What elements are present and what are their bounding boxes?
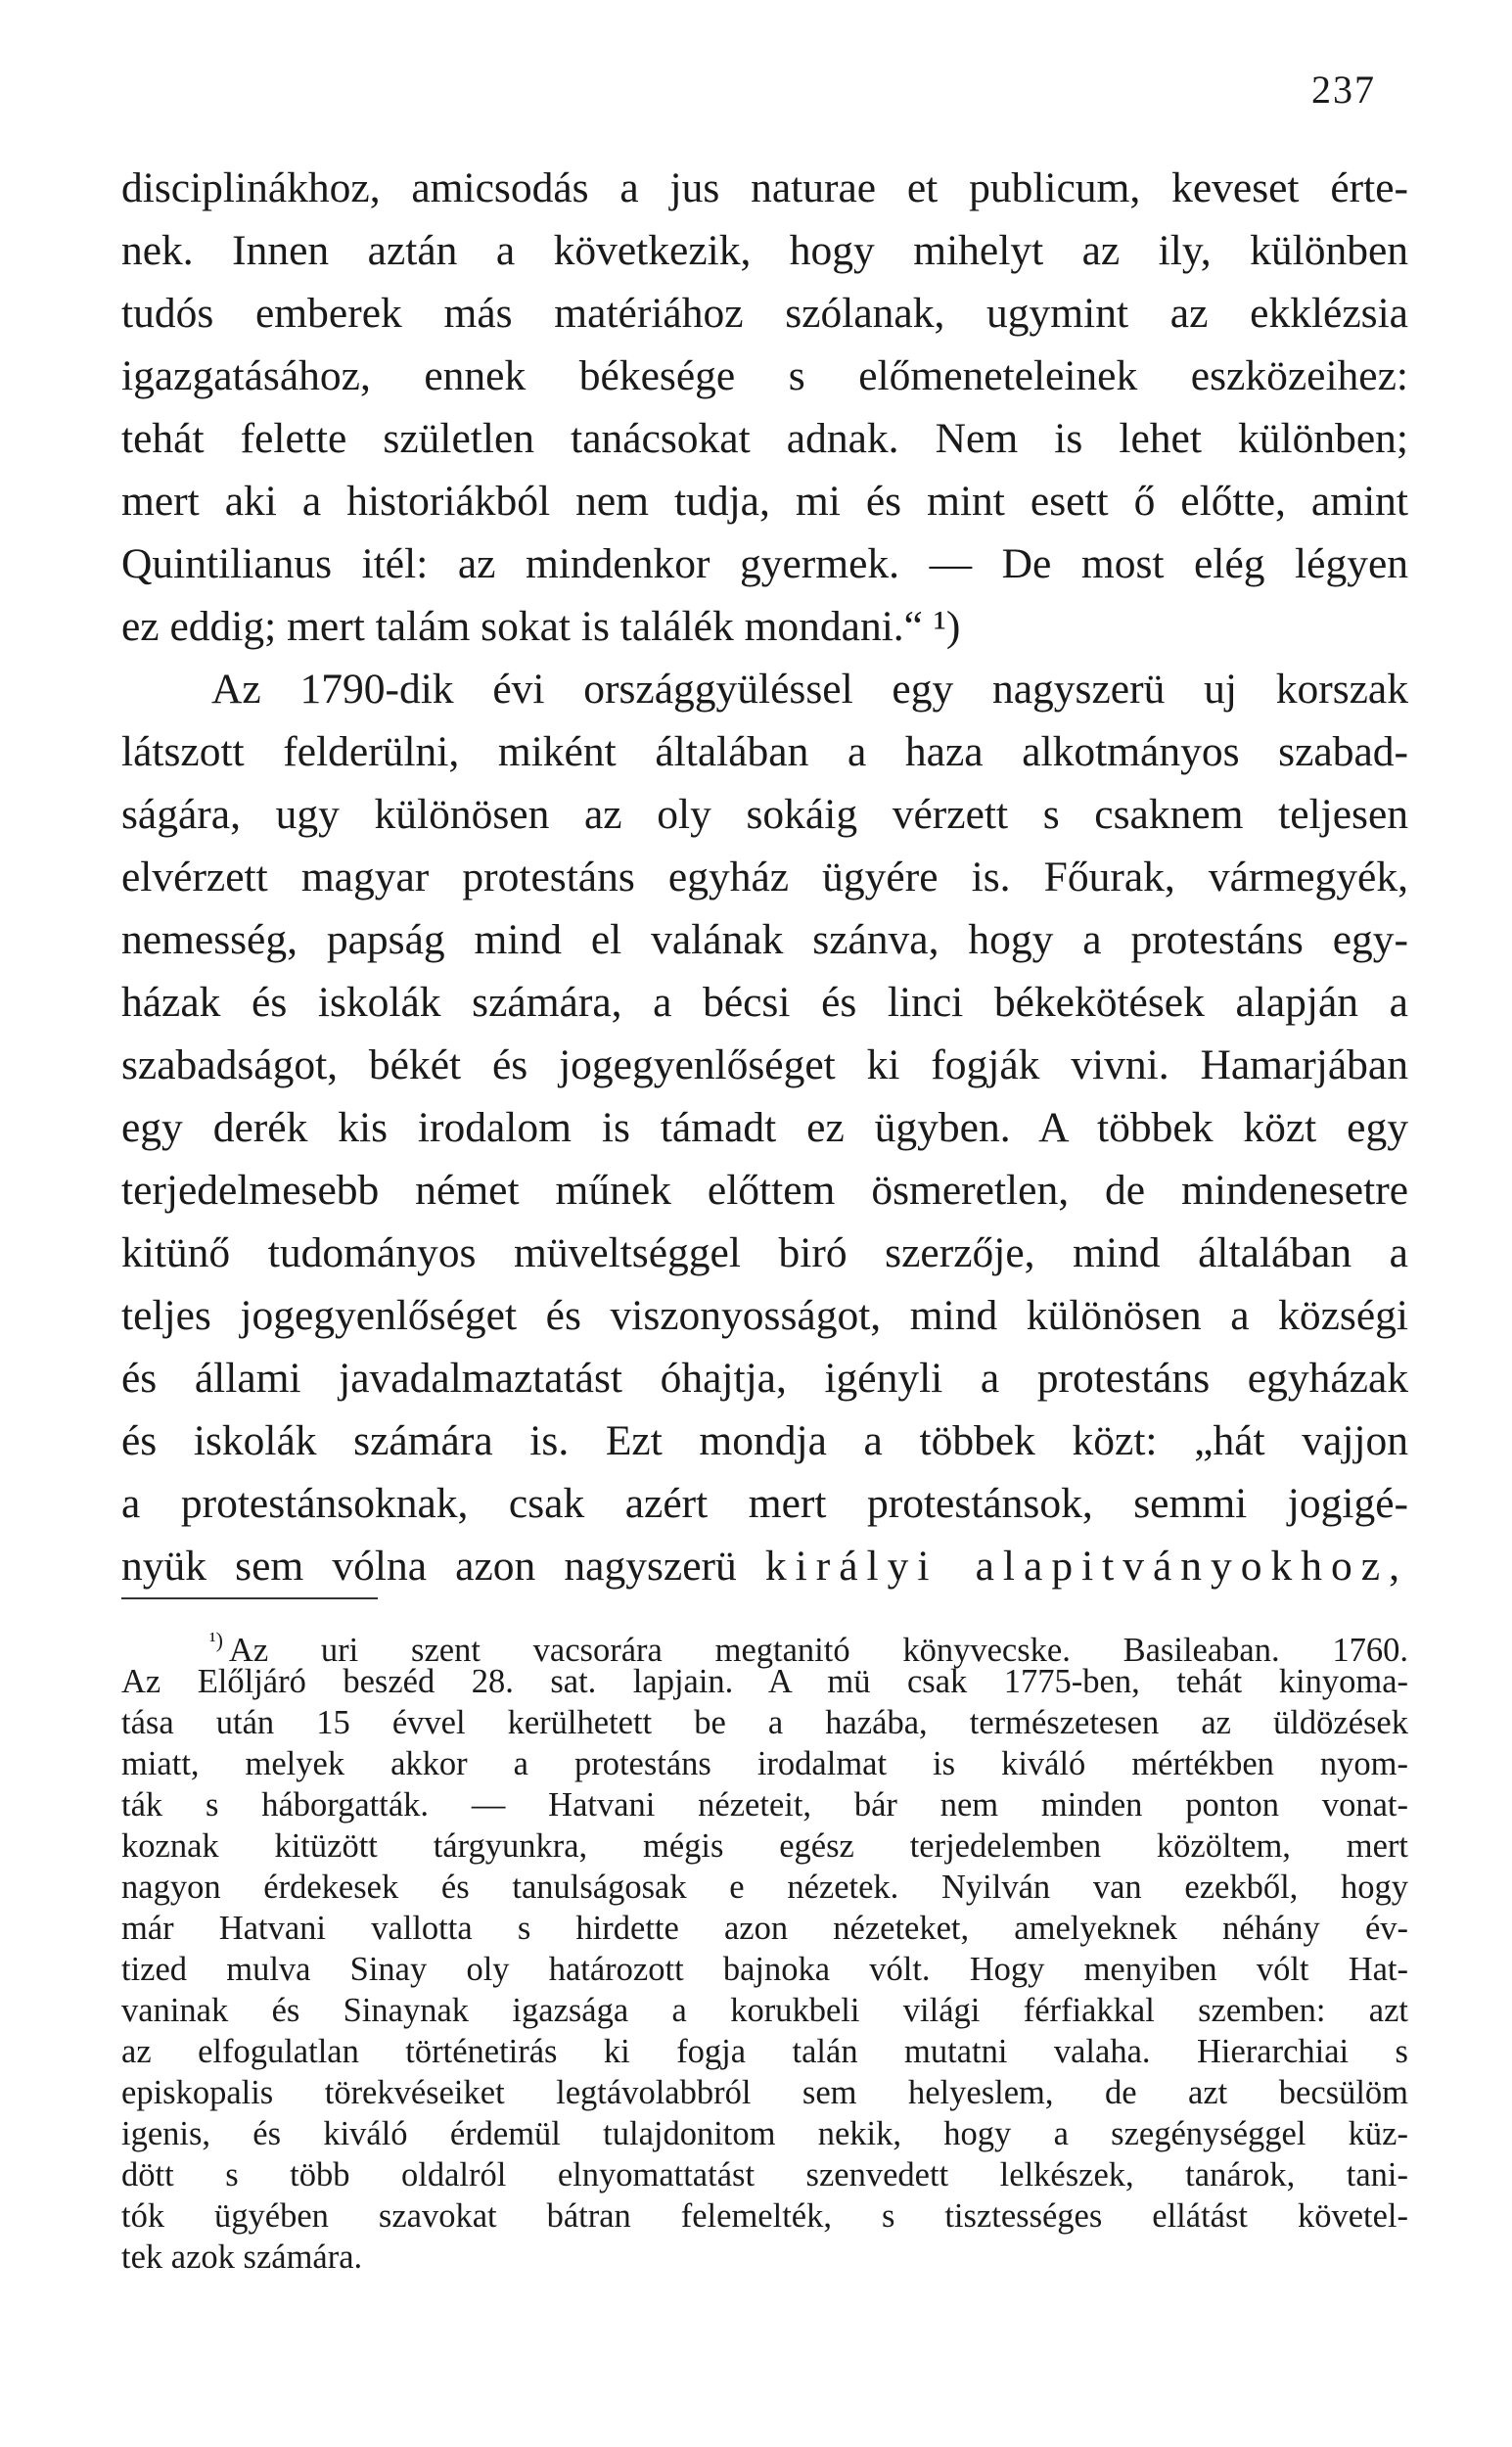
body-line: tehát felette születlen tanácsokat adnak. Nem is lehet különben;: [121, 415, 1408, 462]
body-line: házak és iskolák számára, a bécsi és linci békekötések alapján a: [121, 979, 1408, 1026]
body-line: látszott felderülni, miként általában a haza alkotmányos szabad-: [121, 728, 1408, 775]
footnote-line: ták s háborgatták. — Hatvani nézeteit, bár nem minden ponton vonat-: [121, 1786, 1408, 1824]
footnote-line: miatt, melyek akkor a protestáns irodalmat is kiváló mértékben nyom-: [121, 1745, 1408, 1782]
footnote-line: az elfogulatlan történetirás ki fogja talán mutatni valaha. Hierarchiai s: [121, 2033, 1408, 2070]
body-line: teljes jogegyenlőséget és viszonyosságot, mind különösen a községi: [121, 1292, 1408, 1339]
footnote-line: már Hatvani vallotta s hirdette azon nézeteket, amelyeknek néhány év-: [121, 1910, 1408, 1947]
body-line: és iskolák számára is. Ezt mondja a többek közt: „hát vajjon: [121, 1417, 1408, 1464]
body-line: ez eddig; mert talám sokat is találék mondani.“ ¹): [121, 603, 961, 650]
body-line: egy derék kis irodalom is támadt ez ügyben. A többek közt egy: [121, 1104, 1408, 1151]
body-line: a protestánsoknak, csak azért mert protestánsok, semmi jogigé-: [121, 1480, 1408, 1527]
body-line: Quintilianus itél: az mindenkor gyermek. — De most elég légyen: [121, 540, 1408, 587]
body-line: ságára, ugy különösen az oly sokáig vérzett s csaknem teljesen: [121, 791, 1408, 838]
body-line: igazgatásához, ennek békesége s előmeneteleinek eszközeihez:: [121, 352, 1408, 399]
body-line: mert aki a historiákból nem tudja, mi és mint esett ő előtte, amint: [121, 478, 1408, 525]
body-line: szabadságot, békét és jogegyenlőséget ki fogják vivni. Hamarjában: [121, 1041, 1408, 1088]
footnote-line: episkopalis törekvéseiket legtávolabbról sem helyeslem, de azt becsülöm: [121, 2074, 1408, 2111]
body-line-final-start: nyük sem vólna azon nagyszerü: [121, 1543, 765, 1590]
footnote-line: Az Előljáró beszéd 28. sat. lapjain. A mü csak 1775-ben, tehát kinyoma-: [121, 1663, 1408, 1700]
body-line: tudós emberek más matériához szólanak, ugymint az ekklézsia: [121, 290, 1408, 337]
body-line: terjedelmesebb német műnek előttem ösmeretlen, de mindenesetre: [121, 1167, 1408, 1214]
body-line: disciplinákhoz, amicsodás a jus naturae et publicum, keveset érte-: [121, 164, 1408, 211]
footnote-line: [209, 1620, 1408, 1669]
footnote-line: tized mulva Sinay oly határozott bajnoka vólt. Hogy menyiben vólt Hat-: [121, 1951, 1408, 1988]
footnote-line: tása után 15 évvel kerülhetett be a hazába, természetesen az üldözések: [121, 1704, 1408, 1741]
page-number: 237: [1311, 68, 1376, 112]
body-line: nemesség, papság mind el valának szánva, hogy a protestáns egy-: [121, 916, 1408, 963]
footnote-line: koznak kitüzött tárgyunkra, mégis egész terjedelemben közöltem, mert: [121, 1827, 1408, 1865]
footnote-separator: [121, 1597, 378, 1599]
footnote-line-text: Az uri szent vacsorára megtanitó könyvecske. Basileaban. 1760.: [228, 1632, 1408, 1669]
footnote-line: nagyon érdekesek és tanulságosak e nézetek. Nyilván van ezekből, hogy: [121, 1869, 1408, 1906]
body-line: elvérzett magyar protestáns egyház ügyére is. Főurak, vármegyék,: [121, 854, 1408, 900]
body-line-indented: Az 1790-dik évi országgyüléssel egy nagyszerü uj korszak: [211, 666, 1408, 713]
footnote-marker: ¹): [209, 1628, 223, 1652]
footnote-line: tek azok számára.: [121, 2239, 363, 2276]
footnote-line: vaninak és Sinaynak igazsága a korukbeli világi férfiakkal szemben: azt: [121, 1992, 1408, 2029]
body-line: kitünő tudományos müveltséggel biró szerzője, mind általában a: [121, 1229, 1408, 1276]
footnote-line: igenis, és kiváló érdemül tulajdonitom nekik, hogy a szegénységgel küz-: [121, 2115, 1408, 2152]
body-line: és állami javadalmaztatást óhajtja, igényli a protestáns egyházak: [121, 1355, 1408, 1402]
body-line-final: [121, 1537, 1408, 1595]
footnote-line: dött s több oldalról elnyomattatást szenvedett lelkészek, tanárok, tani-: [121, 2156, 1408, 2193]
emphasized-phrase: királyi alapitványokhoz,: [764, 1543, 1408, 1590]
body-line: nek. Innen aztán a következik, hogy mihelyt az ily, különben: [121, 227, 1408, 274]
footnote-line: tók ügyében szavokat bátran felemelték, s tisztességes ellátást követel-: [121, 2197, 1408, 2235]
